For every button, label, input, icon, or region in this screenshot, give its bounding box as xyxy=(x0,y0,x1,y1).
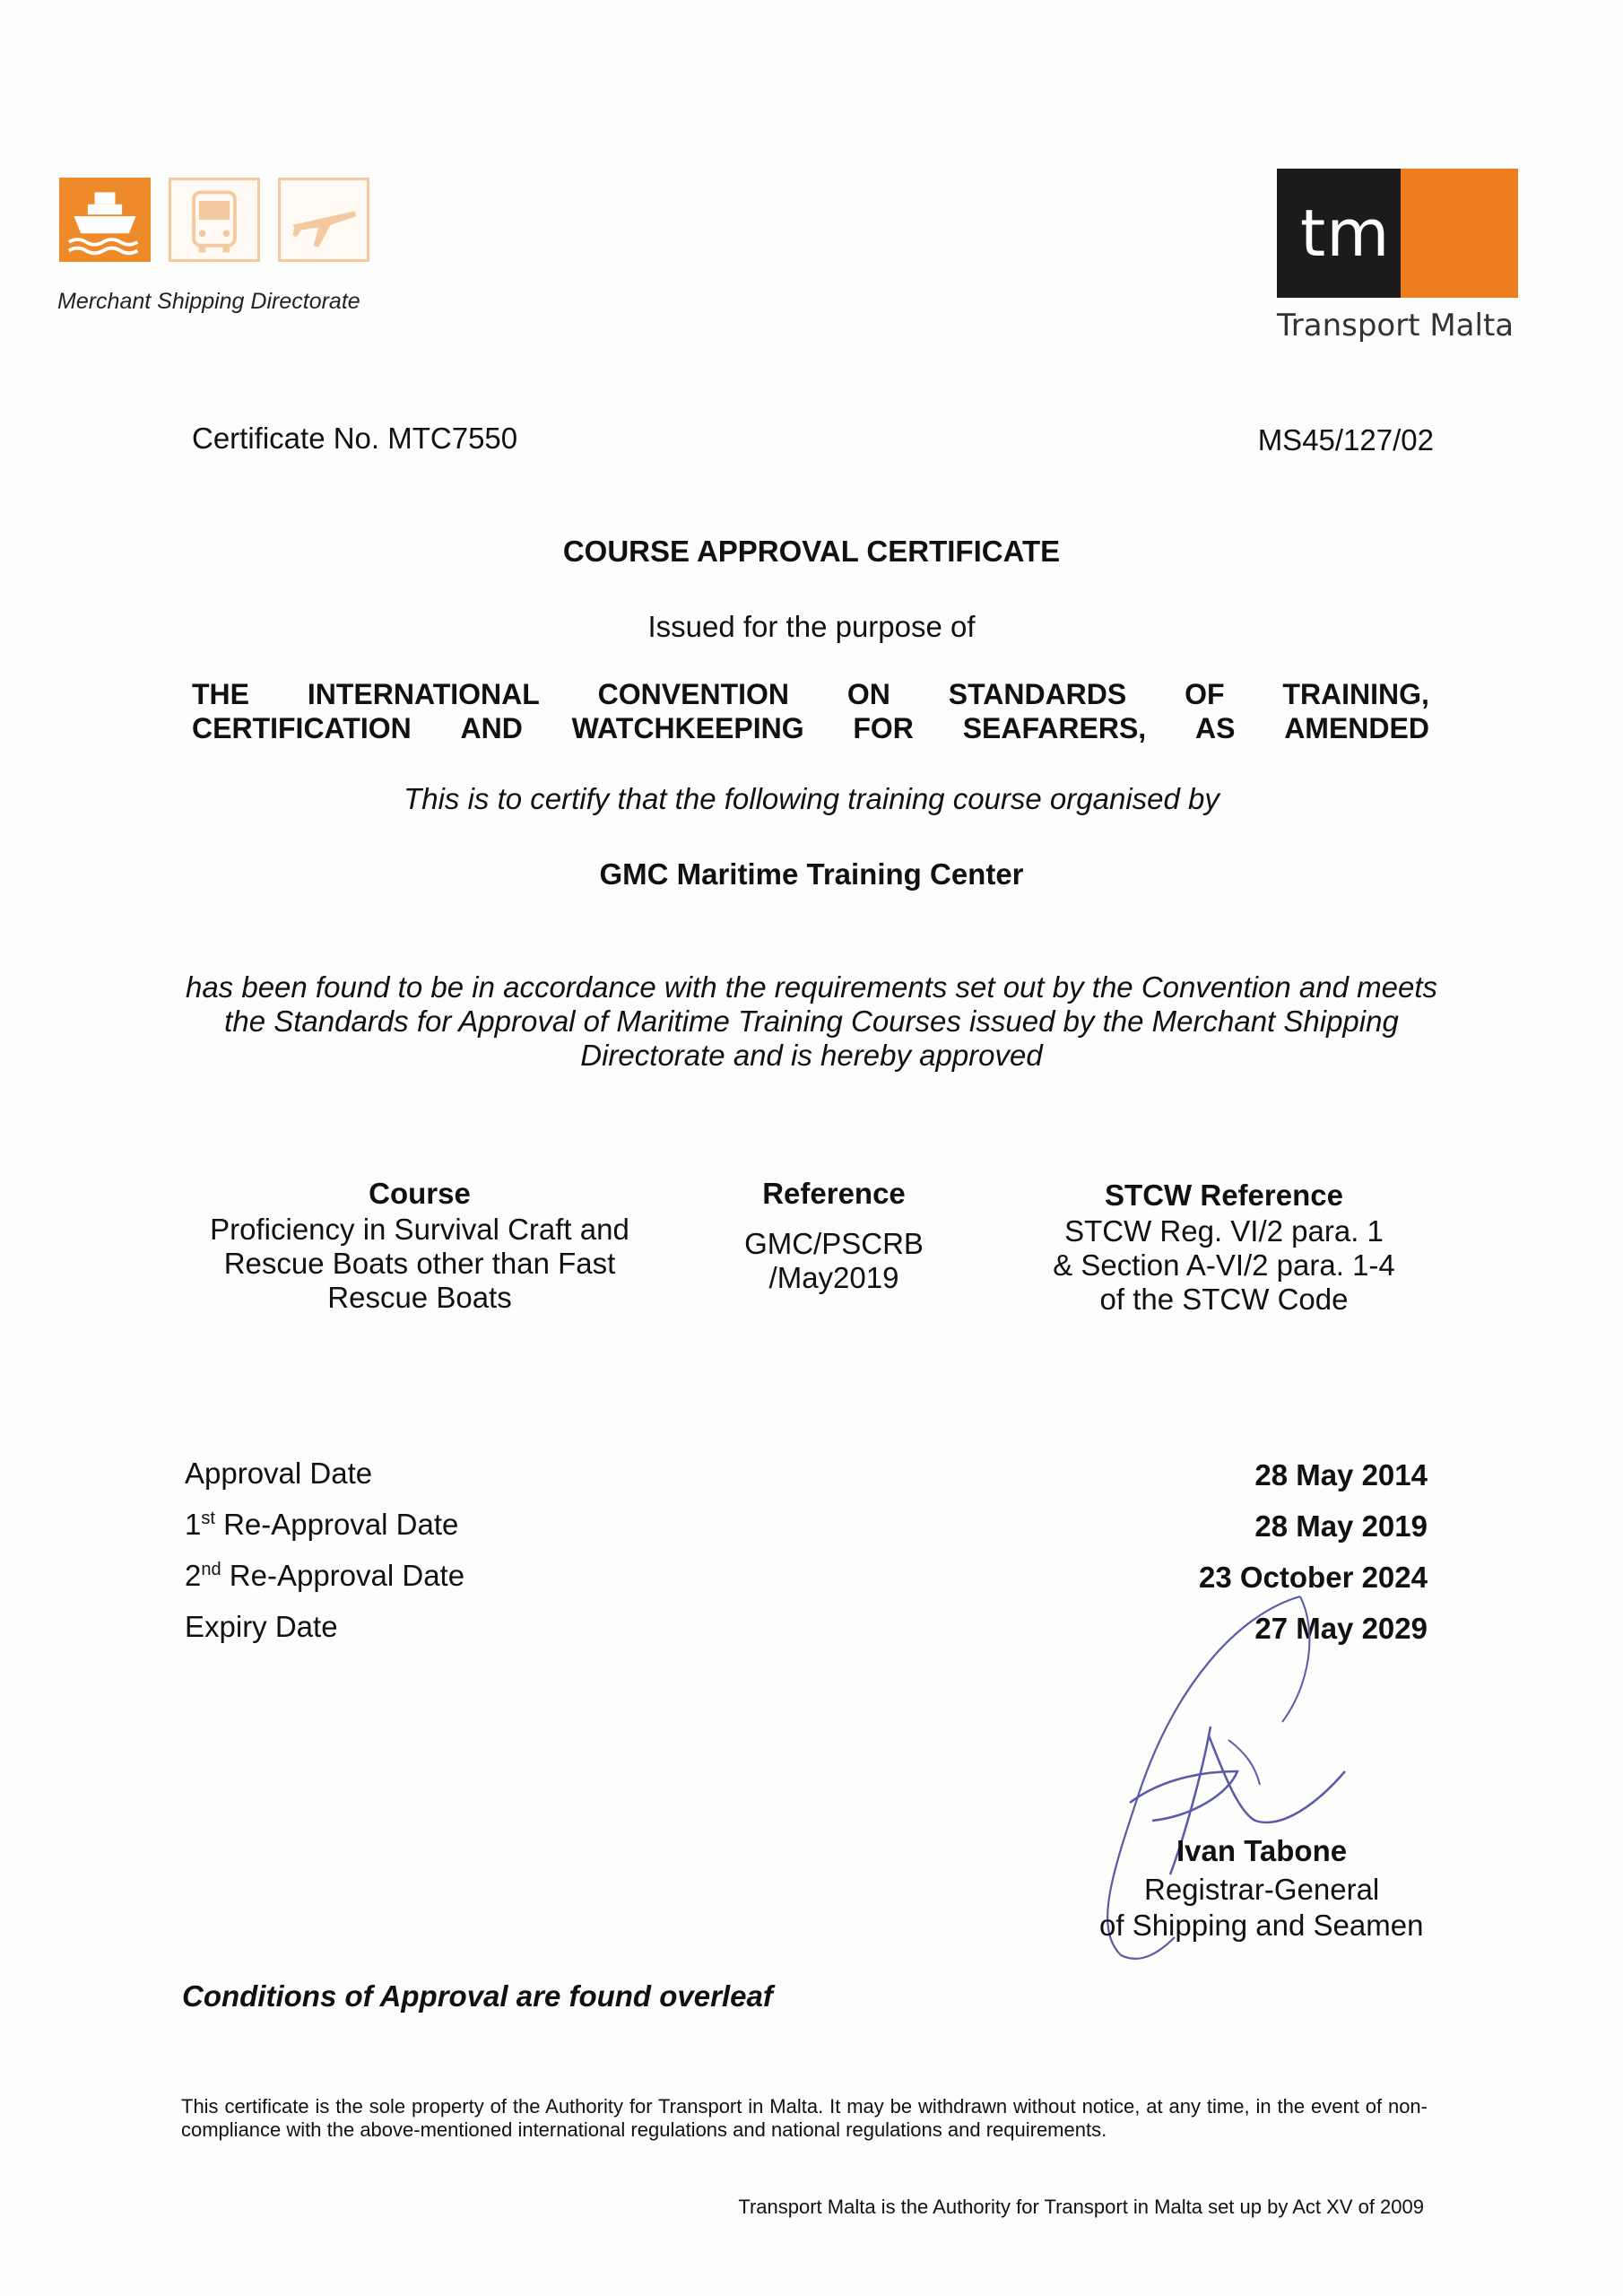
tm-logo-name: Transport Malta xyxy=(1277,308,1515,344)
footer-authority: Transport Malta is the Authority for Transport in Malta set up by Act XV of 2009 xyxy=(738,2196,1424,2218)
tm-logo-letters: tm xyxy=(1300,196,1391,271)
expiry-date-value: 27 May 2029 xyxy=(1254,1612,1428,1645)
approval-date-value: 28 May 2014 xyxy=(1254,1458,1428,1492)
convention-word: WATCHKEEPING xyxy=(571,712,804,744)
convention-word: INTERNATIONAL xyxy=(307,678,540,710)
certify-text: This is to certify that the following training course organised by xyxy=(404,782,1219,815)
course-column xyxy=(195,1177,644,1315)
tm-logo-orange-block xyxy=(1401,169,1518,298)
reference-line: GMC/PSCRB xyxy=(744,1227,924,1260)
re-approval-2-value: 23 October 2024 xyxy=(1199,1561,1428,1594)
issued-for-text: Issued for the purpose of xyxy=(647,610,976,643)
course-line: Proficiency in Survival Craft and xyxy=(210,1213,629,1246)
convention-word: SEAFARERS, xyxy=(962,712,1147,744)
stcw-header: STCW Reference xyxy=(1105,1178,1343,1212)
convention-word: OF xyxy=(1185,678,1225,710)
bus-icon xyxy=(169,178,260,262)
stcw-column xyxy=(1022,1178,1426,1317)
convention-word: CONVENTION xyxy=(597,678,789,710)
convention-word: FOR xyxy=(853,712,914,744)
convention-word: ON xyxy=(846,678,890,710)
organisation-name: GMC Maritime Training Center xyxy=(599,857,1024,891)
signatory-name: Ivan Tabone xyxy=(1176,1834,1348,1867)
approval-date-label: Approval Date xyxy=(185,1457,373,1490)
stcw-line: & Section A-VI/2 para. 1-4 xyxy=(1053,1248,1395,1282)
re-approval-1-value: 28 May 2019 xyxy=(1254,1509,1428,1543)
directorate-name: Merchant Shipping Directorate xyxy=(57,289,360,314)
course-header: Course xyxy=(369,1177,471,1210)
plane-icon xyxy=(278,178,369,262)
stcw-line: of the STCW Code xyxy=(1099,1283,1349,1316)
file-reference: MS45/127/02 xyxy=(1257,423,1434,457)
re-approval-1-label: 1st Re-Approval Date xyxy=(185,1508,459,1541)
re-approval-2-label: 2nd Re-Approval Date xyxy=(185,1559,465,1592)
convention-line-2 xyxy=(192,712,1429,745)
conditions-note: Conditions of Approval are found overleaf xyxy=(182,1979,773,2013)
convention-word: AS xyxy=(1194,712,1236,744)
ship-icon xyxy=(59,178,151,262)
course-line: Rescue Boats other than Fast xyxy=(223,1247,616,1280)
reference-header: Reference xyxy=(762,1177,906,1210)
expiry-date-label: Expiry Date xyxy=(185,1610,338,1643)
stcw-line: STCW Reg. VI/2 para. 1 xyxy=(1064,1214,1384,1248)
convention-word: STANDARDS xyxy=(948,678,1127,710)
footer-note: This certificate is the sole property of the Authority for Transport in Malta. It may be withdrawn without notice, at any time, in the event of non-compliance with the above-mentioned international regulations and national regulations and requirements. xyxy=(181,2095,1428,2141)
accordance-text: has been found to be in accordance with the requirements set out by the Convention and meets the Standards for Approval of Maritime Training Courses issued by the Merchant Shipping Directorate and is hereby approved xyxy=(185,970,1438,1072)
reference-column xyxy=(699,1177,968,1295)
convention-word: CERTIFICATION xyxy=(192,712,412,744)
certificate-number: Certificate No. MTC7550 xyxy=(192,422,518,455)
convention-word: AND xyxy=(460,712,523,744)
convention-word: TRAINING, xyxy=(1282,678,1429,710)
convention-word: THE xyxy=(192,678,249,710)
certificate-title: COURSE APPROVAL CERTIFICATE xyxy=(562,535,1061,568)
signatory-title-line-1: Registrar-General xyxy=(1144,1873,1380,1906)
signatory-title-line-2: of Shipping and Seamen xyxy=(1099,1909,1424,1942)
convention-word: AMENDED xyxy=(1284,712,1429,744)
course-line: Rescue Boats xyxy=(327,1281,512,1314)
convention-line-1 xyxy=(192,678,1429,711)
reference-line: /May2019 xyxy=(768,1261,899,1294)
